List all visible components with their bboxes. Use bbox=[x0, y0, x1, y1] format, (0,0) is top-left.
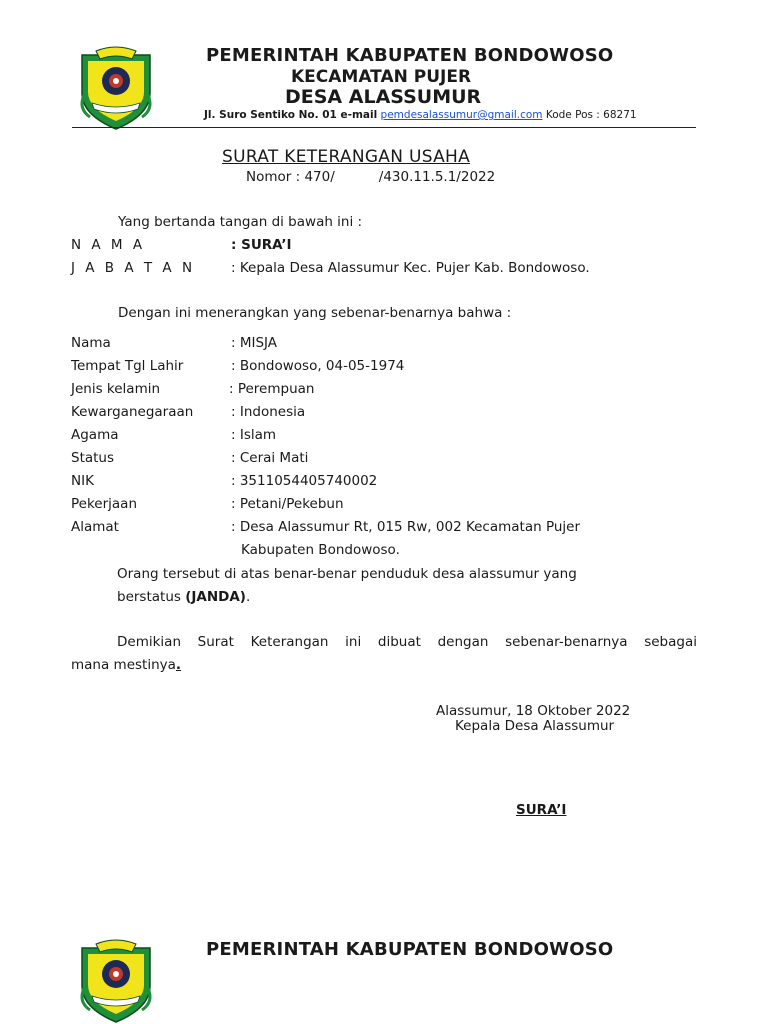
letter-title: SURAT KETERANGAN USAHA bbox=[222, 147, 471, 167]
header-divider bbox=[72, 127, 696, 128]
field-value-address-cont: Kabupaten Bondowoso. bbox=[241, 542, 400, 558]
field-label-nik: NIK bbox=[71, 473, 94, 489]
paragraph-2-dot: . bbox=[175, 657, 182, 673]
paragraph-1-line-2 bbox=[117, 589, 250, 605]
postcode: Kode Pos : 68271 bbox=[545, 109, 637, 121]
field-label-nama: Nama bbox=[71, 335, 111, 351]
field-value-occupation: : Petani/Pekebun bbox=[231, 496, 344, 512]
intro-text: Yang bertanda tangan di bawah ini : bbox=[118, 214, 363, 230]
header-subdistrict: KECAMATAN PUJER bbox=[291, 67, 472, 87]
field-value-nik: : 3511054405740002 bbox=[231, 473, 378, 489]
header-address bbox=[204, 109, 637, 121]
field-value-religion: : Islam bbox=[231, 427, 277, 443]
signatory-title: Kepala Desa Alassumur bbox=[455, 718, 615, 734]
field-value-nama: : MISJA bbox=[231, 335, 278, 351]
signatory-position-value: : Kepala Desa Alassumur Kec. Pujer Kab. Bondowoso. bbox=[231, 260, 590, 276]
paragraph-2-line-1: Demikian Surat Keterangan ini dibuat dengan sebenar-benarnya sebagai bbox=[117, 634, 697, 650]
field-value-gender: : Perempuan bbox=[229, 381, 315, 397]
header-government: PEMERINTAH KABUPATEN BONDOWOSO bbox=[206, 45, 614, 66]
page-2-header-government: PEMERINTAH KABUPATEN BONDOWOSO bbox=[206, 939, 614, 960]
paragraph-2-end: mana mestinya bbox=[71, 657, 176, 673]
signatory-name-label: N A M A bbox=[71, 237, 146, 253]
field-label-religion: Agama bbox=[71, 427, 119, 443]
signatory-name: SURA’I bbox=[516, 802, 567, 818]
field-label-status: Status bbox=[71, 450, 115, 466]
header-village: DESA ALASSUMUR bbox=[285, 86, 482, 108]
field-label-occupation: Pekerjaan bbox=[71, 496, 138, 512]
address-text: Jl. Suro Sentiko No. 01 e-mail bbox=[204, 109, 378, 121]
signatory-position-label: J A B A T A N bbox=[71, 260, 196, 276]
signatory-name-value: : SURA’I bbox=[231, 237, 292, 253]
letter-number bbox=[246, 169, 495, 185]
regency-emblem-icon bbox=[74, 45, 158, 131]
statement-text: Dengan ini menerangkan yang sebenar-benarnya bahwa : bbox=[118, 305, 512, 321]
email-link[interactable]: pemdesalassumur@gmail.com bbox=[380, 109, 543, 121]
status-janda: (JANDA) bbox=[185, 589, 246, 605]
letter-number-prefix: Nomor : 470/ bbox=[246, 169, 335, 185]
field-label-citizenship: Kewarganegaraan bbox=[71, 404, 194, 420]
paragraph-1-line-1: Orang tersebut di atas benar-benar penduduk desa alassumur yang bbox=[117, 566, 577, 582]
field-value-address: : Desa Alassumur Rt, 015 Rw, 002 Kecamatan Pujer bbox=[231, 519, 581, 535]
regency-emblem-icon-page-2 bbox=[74, 938, 158, 1024]
letter-number-suffix: /430.11.5.1/2022 bbox=[378, 169, 496, 185]
field-label-birth: Tempat Tgl Lahir bbox=[71, 358, 184, 374]
field-label-gender: Jenis kelamin bbox=[71, 381, 161, 397]
status-prefix: berstatus bbox=[117, 589, 181, 605]
place-date: Alassumur, 18 Oktober 2022 bbox=[436, 703, 631, 719]
field-value-status: : Cerai Mati bbox=[231, 450, 309, 466]
field-value-citizenship: : Indonesia bbox=[231, 404, 306, 420]
field-value-birth: : Bondowoso, 04-05-1974 bbox=[231, 358, 405, 374]
paragraph-2-line-2 bbox=[71, 657, 181, 673]
field-label-address: Alamat bbox=[71, 519, 119, 535]
status-period: . bbox=[245, 589, 251, 605]
